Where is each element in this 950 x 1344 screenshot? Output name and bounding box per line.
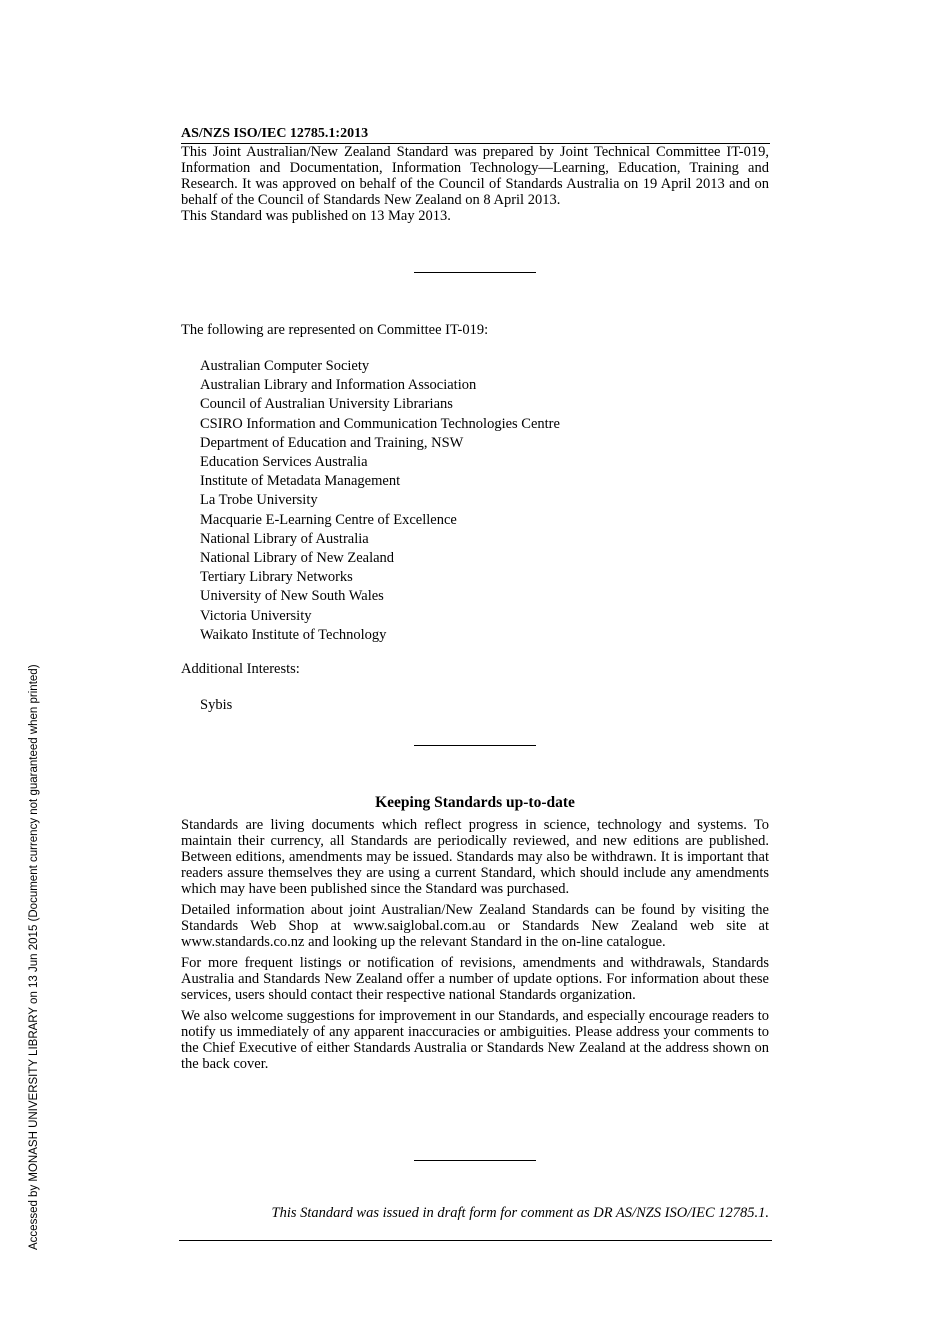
access-watermark: Accessed by MONASH UNIVERSITY LIBRARY on 13 Jun 2015 (Document currency not guaranteed when printed) [28, 664, 40, 1250]
committee-member: Victoria University [200, 607, 312, 624]
committee-intro: The following are represented on Committee IT-019: [181, 322, 489, 338]
committee-member: Waikato Institute of Technology [200, 626, 387, 643]
preparation-paragraph: This Joint Australian/New Zealand Standard was prepared by Joint Technical Committee IT-019, Information and Documentation, Information Technology—Learning, Education, Training and Research. It was approved on behalf of the Council of Standards Australia on 19 April 2013 and on behalf of the Council of Standards New Zealand on 8 April 2013. [181, 144, 769, 208]
committee-member: Institute of Metadata Management [200, 473, 401, 490]
separator-rule [414, 272, 536, 273]
draft-note: This Standard was issued in draft form for comment as DR AS/NZS ISO/IEC 12785.1. [271, 1205, 769, 1221]
publication-date-line: This Standard was published on 13 May 2013. [181, 208, 451, 224]
committee-member: National Library of Australia [200, 530, 369, 547]
committee-member: Tertiary Library Networks [200, 569, 353, 586]
committee-member: University of New South Wales [200, 588, 384, 605]
keeping-standards-section [181, 817, 769, 1077]
additional-interests-label: Additional Interests: [181, 661, 300, 677]
body-paragraph: Standards are living documents which reflect progress in science, technology and systems. To maintain their currency, all Standards are periodically reviewed, and new editions are published. Between editions, amendments may be issued. Standards may also be withdrawn. It is important that readers assure themselves they are using a current Standard, which should include any amendments which may have been published since the Standard was purchased. [181, 817, 769, 897]
committee-member: Education Services Australia [200, 454, 368, 471]
committee-member: Macquarie E-Learning Centre of Excellence [200, 511, 457, 528]
separator-rule [414, 1160, 536, 1161]
committee-member: Council of Australian University Librarians [200, 396, 453, 413]
body-paragraph: Detailed information about joint Australian/New Zealand Standards can be found by visiting the Standards Web Shop at www.saiglobal.com.au or Standards New Zealand web site at www.standards.co.nz and looking up the relevant Standard in the on-line catalogue. [181, 902, 769, 950]
preparation-block [181, 126, 769, 224]
additional-interest-item: Sybis [200, 697, 233, 713]
committee-member-list [200, 357, 560, 645]
committee-member: National Library of New Zealand [200, 550, 395, 567]
committee-member: Department of Education and Training, NSW [200, 434, 464, 451]
body-paragraph: For more frequent listings or notification of revisions, amendments and withdrawals, Standards Australia and Standards New Zealand offer a number of update options. For information about these services, users should contact their respective national Standards organization. [181, 955, 769, 1003]
body-paragraph: We also welcome suggestions for improvement in our Standards, and especially encourage readers to notify us immediately of any apparent inaccuracies or ambiguities. Please address your comments to the Chief Executive of either Standards Australia or Standards New Zealand at the address shown on the back cover. [181, 1008, 769, 1072]
standard-number: AS/NZS ISO/IEC 12785.1:2013 [181, 126, 770, 144]
committee-member: La Trobe University [200, 492, 318, 509]
section-heading: Keeping Standards up-to-date [375, 794, 575, 811]
committee-member: CSIRO Information and Communication Technologies Centre [200, 415, 560, 432]
committee-member: Australian Computer Society [200, 358, 370, 374]
footer-rule [179, 1240, 772, 1241]
separator-rule [414, 745, 536, 746]
committee-member: Australian Library and Information Association [200, 377, 477, 394]
